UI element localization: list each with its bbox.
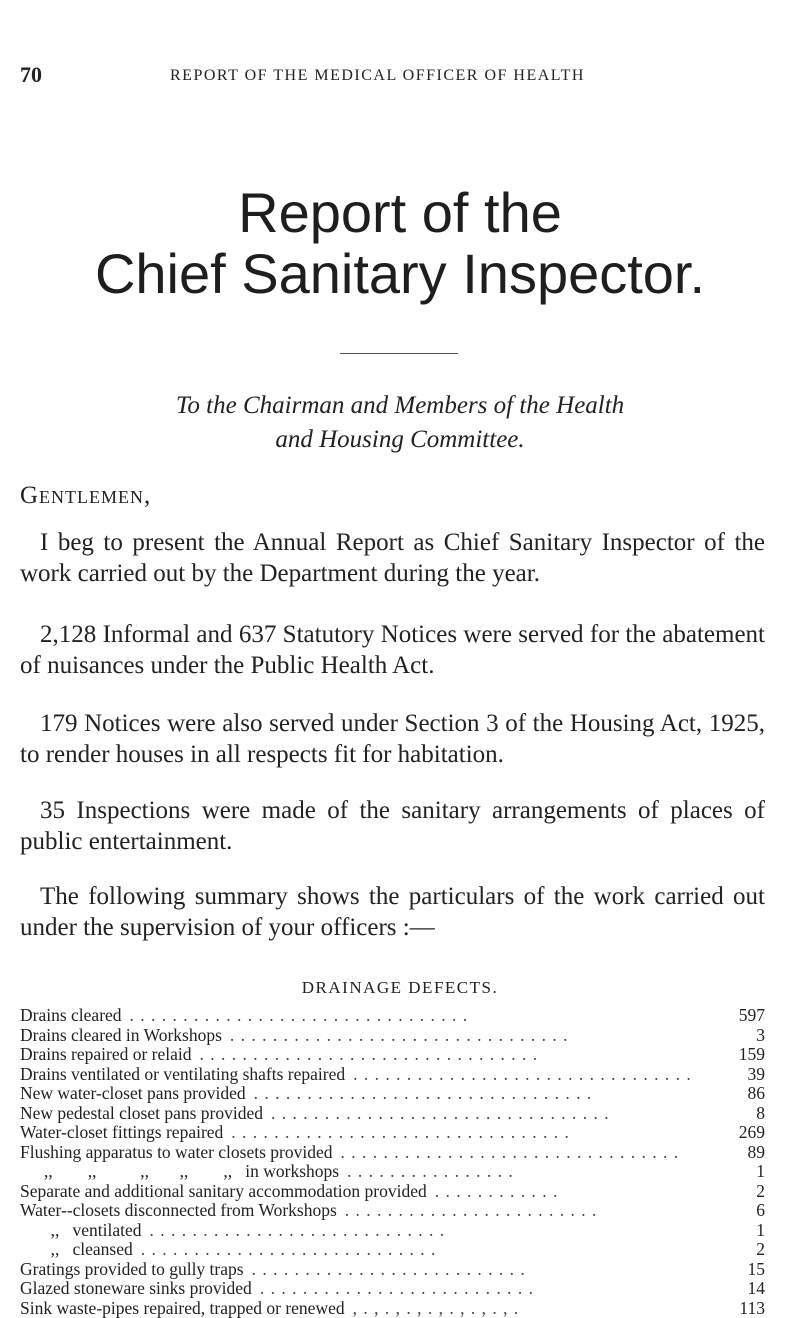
row-label: Drains cleared [20, 1006, 122, 1026]
dot-leader: . . . . . . . . . . . . . . . . [339, 1162, 717, 1182]
paragraph-summary: The following summary shows the particulars of the work carried out under the supervision of your officers :— [20, 881, 765, 943]
row-label: Water--closets disconnected from Workshops [20, 1201, 337, 1221]
dot-leader: . . . . . . . . . . . . . . . . . . . . . . . . . . . . . . . . [223, 1123, 717, 1143]
row-value: 15 [717, 1260, 765, 1280]
row-value: 2 [717, 1240, 765, 1260]
row-label: ,, ventilated [20, 1221, 142, 1241]
report-title-line-1: Report of the [0, 183, 800, 243]
dot-leader: . . . . . . . . . . . . . . . . . . . . . . . . . . . . [142, 1221, 717, 1241]
table-row [20, 1162, 765, 1182]
dot-leader: . . . . . . . . . . . . . . . . . . . . . . . . . . . . . . . . [345, 1065, 717, 1085]
paragraph-intro: I beg to present the Annual Report as Chief Sanitary Inspector of the work carried out by the Department during the year. [20, 527, 765, 589]
row-value: 1 [717, 1162, 765, 1182]
row-value: 6 [717, 1201, 765, 1221]
address-line-1: To the Chairman and Members of the Health [0, 392, 800, 420]
row-label: Glazed stoneware sinks provided [20, 1279, 252, 1299]
row-label: ,, ,, ,, ,, ,, in workshops [20, 1162, 339, 1182]
row-label: Separate and additional sanitary accommodation provided [20, 1182, 427, 1202]
dot-leader: . . . . . . . . . . . . . . . . . . . . . . . . . . [252, 1279, 717, 1299]
row-value: 14 [717, 1279, 765, 1299]
row-label: Sink waste-pipes repaired, trapped or renewed [20, 1299, 345, 1318]
dot-leader: . . . . . . . . . . . . . . . . . . . . . . . . . . [244, 1260, 717, 1280]
title-divider [340, 353, 458, 354]
row-value: 269 [717, 1123, 765, 1143]
row-label: Water-closet fittings repaired [20, 1123, 223, 1143]
table-row [20, 1143, 765, 1163]
report-title-line-2: Chief Sanitary Inspector. [0, 244, 800, 304]
row-value: 1 [717, 1221, 765, 1241]
row-label: Drains cleared in Workshops [20, 1026, 222, 1046]
table-row [20, 1026, 765, 1046]
table-row [20, 1260, 765, 1280]
table-row [20, 1279, 765, 1299]
section-title-drainage-defects: DRAINAGE DEFECTS. [0, 978, 800, 998]
address-line-2: and Housing Committee. [0, 426, 800, 454]
drainage-defects-table [20, 1006, 765, 1318]
row-label: Drains repaired or relaid [20, 1045, 192, 1065]
row-value: 597 [717, 1006, 765, 1026]
running-head: REPORT OF THE MEDICAL OFFICER OF HEALTH [170, 67, 585, 85]
table-row [20, 1221, 765, 1241]
row-label: Flushing apparatus to water closets provided [20, 1143, 333, 1163]
dot-leader: . . . . . . . . . . . . [427, 1182, 717, 1202]
table-row [20, 1065, 765, 1085]
table-row [20, 1299, 765, 1318]
dot-leader: . . . . . . . . . . . . . . . . . . . . . . . . . . . . . . . . [333, 1143, 717, 1163]
salutation: Gentlemen, [20, 482, 151, 510]
paragraph-housing-notices: 179 Notices were also served under Section 3 of the Housing Act, 1925, to render houses in all respects fit for habitation. [20, 708, 765, 770]
dot-leader: . . . . . . . . . . . . . . . . . . . . . . . . . . . . . . . . [192, 1045, 717, 1065]
row-value: 89 [717, 1143, 765, 1163]
table-row [20, 1104, 765, 1124]
dot-leader: . . . . . . . . . . . . . . . . . . . . . . . . [337, 1201, 717, 1221]
table-row [20, 1123, 765, 1143]
table-row [20, 1045, 765, 1065]
row-value: 86 [717, 1084, 765, 1104]
dot-leader: . . . . . . . . . . . . . . . . . . . . . . . . . . . . . . . . [122, 1006, 717, 1026]
table-row [20, 1084, 765, 1104]
row-label: New water-closet pans provided [20, 1084, 246, 1104]
table-row [20, 1240, 765, 1260]
table-row [20, 1201, 765, 1221]
row-label: Drains ventilated or ventilating shafts repaired [20, 1065, 345, 1085]
row-value: 3 [717, 1026, 765, 1046]
page-number: 70 [20, 62, 42, 88]
row-label: New pedestal closet pans provided [20, 1104, 263, 1124]
row-value: 113 [717, 1299, 765, 1318]
row-value: 159 [717, 1045, 765, 1065]
dot-leader: . . . . . . . . . . . . . . . . . . . . . . . . . . . . . . . . [222, 1026, 717, 1046]
paragraph-notices: 2,128 Informal and 637 Statutory Notices were served for the abatement of nuisances under the Public Health Act. [20, 619, 765, 681]
table-row [20, 1006, 765, 1026]
dot-leader: . . . . . . . . . . . . . . . . . . . . . . . . . . . . . . . . [246, 1084, 717, 1104]
row-value: 2 [717, 1182, 765, 1202]
dot-leader: . . . . . . . . . . . . . . . . . . . . . . . . . . . . [133, 1240, 717, 1260]
row-label: Gratings provided to gully traps [20, 1260, 244, 1280]
row-value: 39 [717, 1065, 765, 1085]
row-label: ,, cleansed [20, 1240, 133, 1260]
row-value: 8 [717, 1104, 765, 1124]
paragraph-inspections: 35 Inspections were made of the sanitary arrangements of places of public entertainment. [20, 795, 765, 857]
table-row [20, 1182, 765, 1202]
dot-leader: , . , . , . , . , . , . , . , . [345, 1299, 717, 1318]
dot-leader: . . . . . . . . . . . . . . . . . . . . . . . . . . . . . . . . [263, 1104, 717, 1124]
